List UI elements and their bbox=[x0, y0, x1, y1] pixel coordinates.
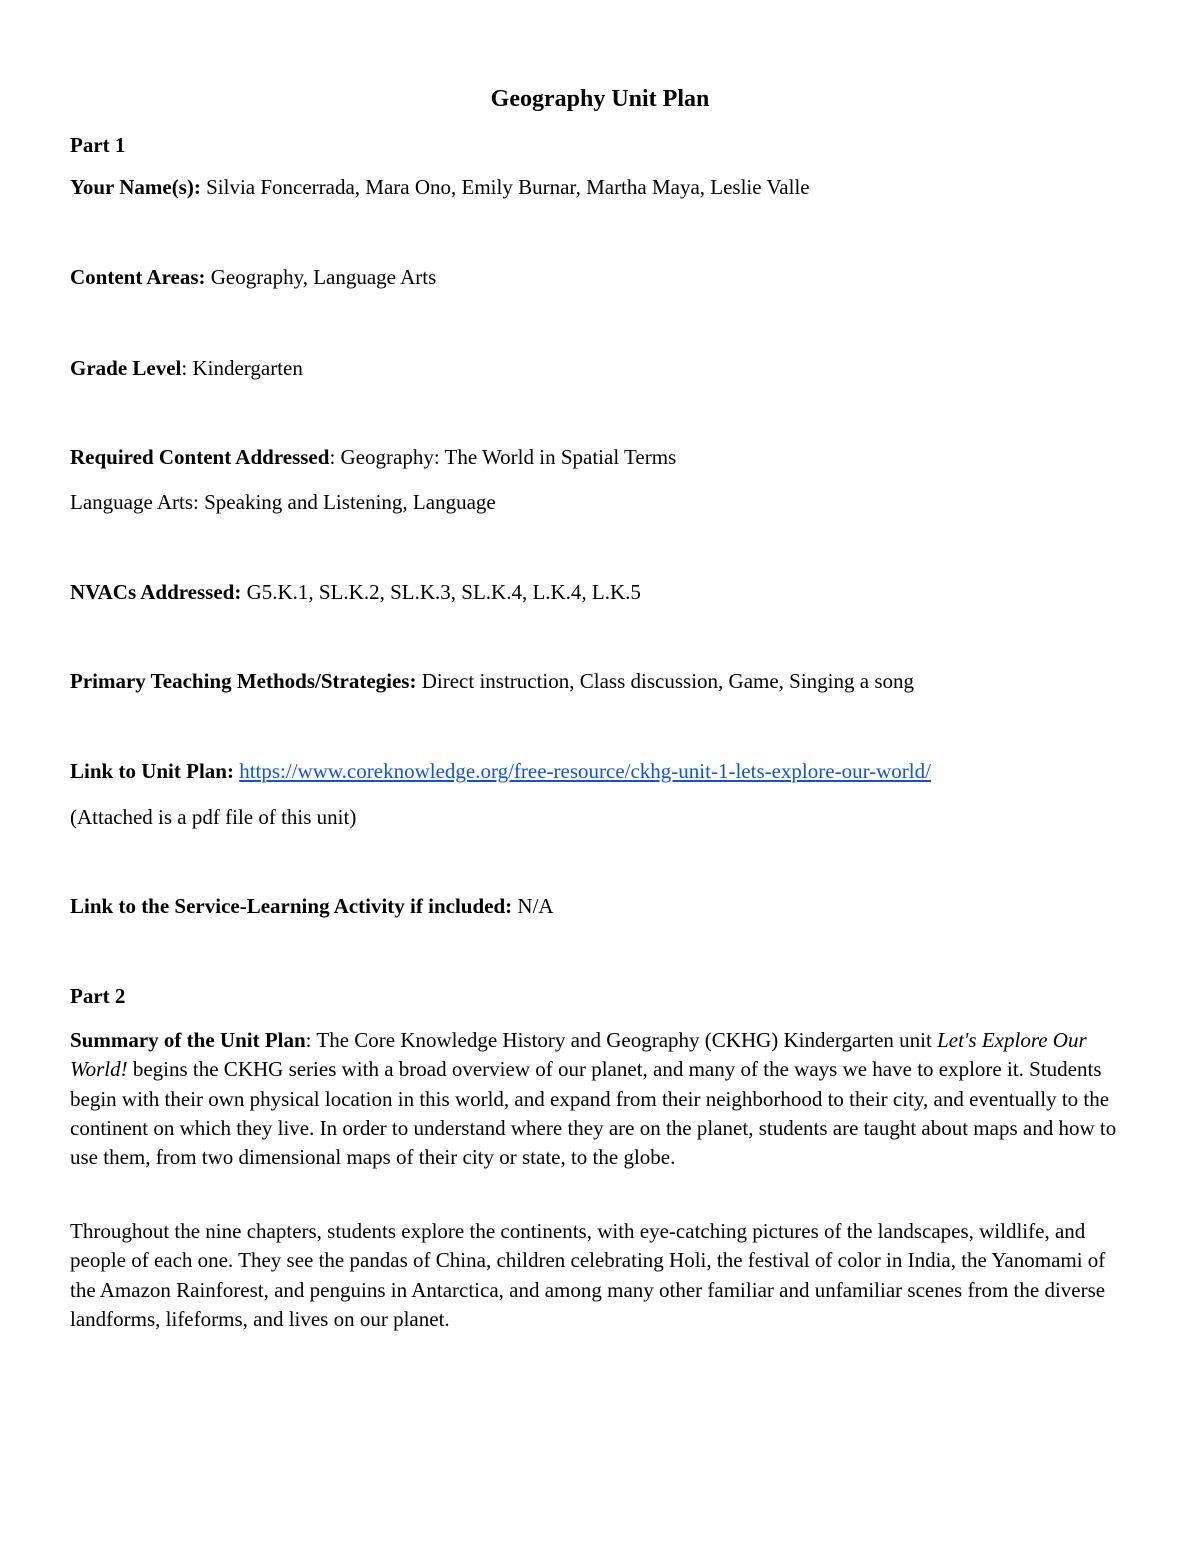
names-label: Your Name(s): bbox=[70, 175, 201, 199]
unit-plan-link-row bbox=[70, 759, 1132, 784]
content-areas-row bbox=[70, 265, 1132, 290]
grade-level-label: Grade Level bbox=[70, 356, 182, 380]
summary-text-2: begins the CKHG series with a broad overview of our planet, and many of the ways we have to explore it. Students begin with their own physical location in this world, and expand from their neighborhood to their city, and eventually to the continent on which they live. In order to understand where they are on the planet, students are taught about maps and how to use them, from two dimensional maps of their city or state, to the globe. bbox=[70, 1057, 1117, 1170]
grade-level-value: : Kindergarten bbox=[181, 356, 303, 380]
nvacs-value: G5.K.1, SL.K.2, SL.K.3, SL.K.4, L.K.4, L.K.5 bbox=[246, 580, 641, 604]
nvacs-label: NVACs Addressed: bbox=[70, 580, 242, 604]
required-content-value: : Geography: The World in Spatial Terms bbox=[329, 445, 677, 469]
grade-level-row bbox=[70, 356, 1132, 381]
chapters-paragraph: Throughout the nine chapters, students explore the continents, with eye-catching pictures of the landscapes, wildlife, and people of each one. They see the pandas of China, children celebrating Holi, the festival of color in India, the Yanomami of the Amazon Rainforest, and penguins in Antarctica, and among many other familiar and unfamiliar scenes from the diverse landforms, lifeforms, and lives on our planet. bbox=[70, 1219, 1106, 1331]
unit-plan-link[interactable]: https://www.coreknowledge.org/free-resource/ckhg-unit-1-lets-explore-our-world/ bbox=[239, 759, 931, 783]
methods-label: Primary Teaching Methods/Strategies: bbox=[70, 669, 417, 693]
summary-paragraph bbox=[70, 1026, 1132, 1172]
service-learning-label: Link to the Service-Learning Activity if included: bbox=[70, 894, 513, 918]
unit-plan-link-label: Link to Unit Plan: bbox=[70, 759, 234, 783]
content-areas-value: Geography, Language Arts bbox=[210, 265, 437, 289]
summary-label: Summary of the Unit Plan bbox=[70, 1028, 306, 1052]
methods-value: Direct instruction, Class discussion, Game, Singing a song bbox=[421, 669, 915, 693]
page-title: Geography Unit Plan bbox=[490, 86, 710, 112]
part-2-heading: Part 2 bbox=[70, 984, 126, 1008]
nvacs-row bbox=[70, 580, 1132, 605]
methods-row bbox=[70, 669, 1132, 694]
names-row bbox=[70, 175, 1132, 200]
required-content-row bbox=[70, 445, 1132, 470]
service-learning-row bbox=[70, 894, 1132, 919]
service-learning-value: N/A bbox=[517, 894, 554, 918]
summary-text-1: : The Core Knowledge History and Geography (CKHG) Kindergarten unit bbox=[305, 1028, 938, 1052]
required-content-line2: Language Arts: Speaking and Listening, Language bbox=[70, 490, 496, 514]
names-value: Silvia Foncerrada, Mara Ono, Emily Burnar, Martha Maya, Leslie Valle bbox=[206, 175, 810, 199]
required-content-label: Required Content Addressed bbox=[70, 445, 330, 469]
unit-title-italic: Let's Explore Our World! bbox=[70, 1028, 1087, 1082]
attachment-note: (Attached is a pdf file of this unit) bbox=[70, 805, 357, 829]
content-areas-label: Content Areas: bbox=[70, 265, 206, 289]
part-1-heading: Part 1 bbox=[70, 133, 126, 157]
